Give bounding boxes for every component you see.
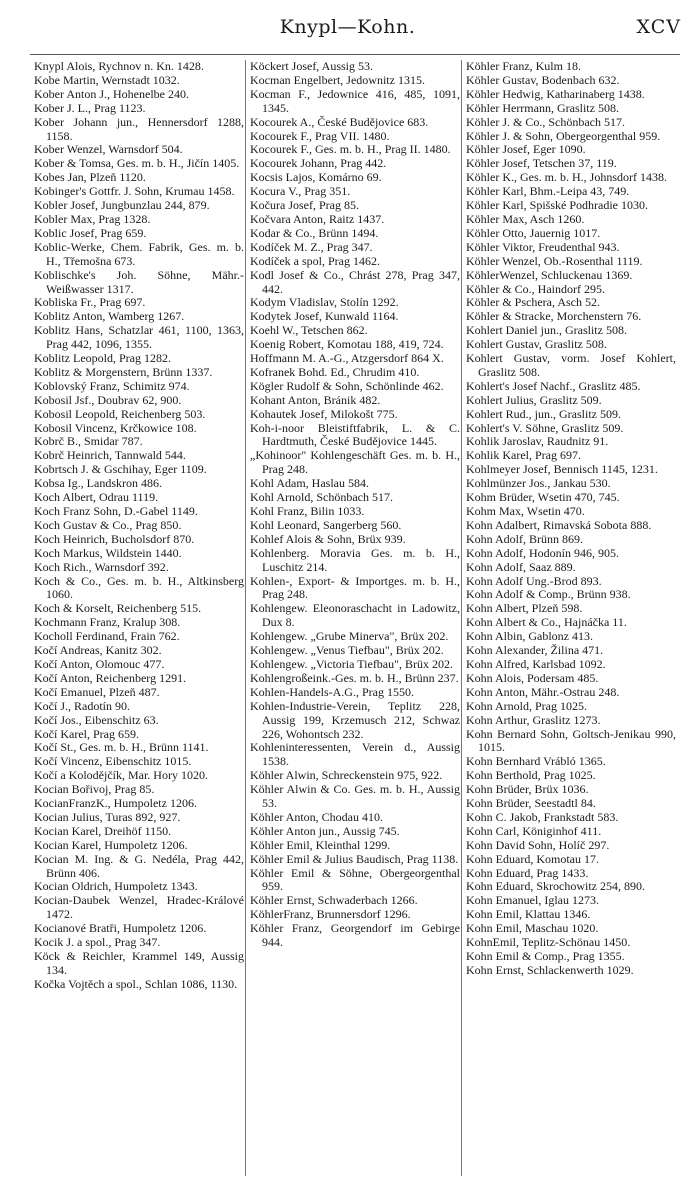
directory-entry: Kobosil Vincenz, Krčkowice 108.	[34, 420, 197, 435]
directory-entry: Kočí Vincenz, Eibenschitz 1015.	[34, 754, 192, 769]
directory-entry: Köhler Alwin, Schreckenstein 975, 922.	[250, 768, 443, 783]
directory-entry: Knypl Alois, Rychnov n. Kn. 1428.	[34, 60, 204, 73]
directory-entry: Kobler Max, Prag 1328.	[34, 211, 151, 226]
directory-entry: Kobosil Jsf., Doubrav 62, 900.	[34, 392, 182, 407]
directory-entry: Koh-i-noor Bleistiftfabrik, L. & C. Hardtmuth, České Budějovice 1445.	[250, 420, 460, 449]
directory-entry: Kobliska Fr., Prag 697.	[34, 295, 146, 310]
directory-entry: Kocik J. a spol., Prag 347.	[34, 935, 161, 950]
directory-entry: Kohn Arthur, Graslitz 1273.	[466, 712, 601, 727]
directory-entry: Köhler J. & Sohn, Obergeorgenthal 959.	[466, 128, 661, 143]
directory-entry: Koblitz & Morgenstern, Brünn 1337.	[34, 364, 213, 379]
directory-entry: Koenig Robert, Komotau 188, 419, 724.	[250, 337, 444, 352]
directory-entry: Kohlen-, Export- & Importges. m. b. H., Prag 248.	[250, 573, 460, 602]
directory-entry: Köhler Wenzel, Ob.-Rosenthal 1119.	[466, 253, 643, 268]
directory-entry: Koblitz Leopold, Prag 1282.	[34, 351, 171, 366]
directory-entry: Köhler K., Ges. m. b. H., Johnsdorf 1438.	[466, 170, 667, 185]
directory-entry: Kohn Adalbert, Rimavská Sobota 888.	[466, 517, 652, 532]
directory-entry: Kohlengew. „Grube Minerva", Brüx 202.	[250, 629, 449, 644]
directory-entry: Köhler & Stracke, Morchenstern 76.	[466, 309, 642, 324]
directory-entry: KöhlerWenzel, Schluckenau 1369.	[466, 267, 633, 282]
directory-entry: KohnEmil, Teplitz-Schönau 1450.	[466, 935, 631, 950]
directory-entry: Kohn Eduard, Komotau 17.	[466, 851, 599, 866]
directory-entry: Koch Gustav & Co., Prag 850.	[34, 517, 182, 532]
header-rule	[30, 54, 680, 55]
directory-entry: Köhler Franz, Georgendorf im Gebirge 944.	[250, 921, 460, 950]
directory-entry: Köhler Emil, Kleinthal 1299.	[250, 837, 391, 852]
directory-columns	[34, 60, 682, 1184]
directory-entry: Köhler Anton, Chodau 410.	[250, 809, 383, 824]
directory-entry: Kohn Ernst, Schlackenwerth 1029.	[466, 962, 634, 977]
directory-entry: Kocura V., Prag 351.	[250, 184, 351, 199]
directory-entry: Köhler Ernst, Schwaderbach 1266.	[250, 893, 418, 908]
directory-entry: Köhler Emil & Söhne, Obergeorgenthal 959.	[250, 865, 460, 894]
directory-entry: Kočvara Anton, Raitz 1437.	[250, 211, 385, 226]
directory-entry: Koch Rich., Warnsdorf 392.	[34, 559, 169, 574]
directory-entry: Kober J. L., Prag 1123.	[34, 100, 146, 115]
directory-entry: Kohn Adolf, Hodonín 946, 905.	[466, 545, 619, 560]
directory-entry: Kohn Alfred, Karlsbad 1092.	[466, 656, 606, 671]
directory-entry: Kohlert Gustav, vorm. Josef Kohlert, Graslitz 508.	[466, 351, 676, 379]
directory-entry: Kohn Adolf, Brünn 869.	[466, 531, 583, 546]
directory-entry: Köhler Emil & Julius Baudisch, Prag 1138.	[250, 851, 459, 866]
directory-entry: Kocsis Lajos, Komárno 69.	[250, 170, 382, 185]
directory-entry: Kohlik Karel, Prag 697.	[466, 448, 581, 463]
directory-entry: Kohn Eduard, Prag 1433.	[466, 865, 589, 880]
directory-entry: Kohlert Rud., jun., Graslitz 509.	[466, 406, 621, 421]
directory-entry: Kočí Anton, Olomouc 477.	[34, 656, 165, 671]
directory-entry: Kobrč B., Smidar 787.	[34, 434, 143, 449]
directory-entry: Kočí a Kolodějčík, Mar. Hory 1020.	[34, 768, 208, 783]
directory-entry: Kohl Leonard, Sangerberg 560.	[250, 517, 402, 532]
directory-entry: Kocian Karel, Humpoletz 1206.	[34, 837, 188, 852]
directory-entry: Kočura Josef, Prag 85.	[250, 198, 359, 213]
directory-entry: Kohn Emil, Maschau 1020.	[466, 921, 599, 936]
directory-entry: Köhler Alwin & Co. Ges. m. b. H., Aussig 53.	[250, 782, 460, 811]
directory-entry: Kočka Vojtěch a spol., Schlan 1086, 1130.	[34, 976, 238, 991]
directory-entry: Kohn Arnold, Prag 1025.	[466, 698, 587, 713]
directory-entry: Kocourek A., České Budějovice 683.	[250, 114, 429, 129]
directory-entry: Kohlengew. „Venus Tiefbau", Brüx 202.	[250, 643, 444, 658]
directory-entry: Kocman F., Jedownice 416, 485, 1091, 1345.	[250, 86, 460, 115]
directory-entry: Kohlengew. „Victoria Tiefbau", Brüx 202.	[250, 656, 454, 671]
directory-entry: Koch Markus, Wildstein 1440.	[34, 545, 182, 560]
page-number: XCV	[636, 16, 681, 38]
directory-entry: Kocian Oldrich, Humpoletz 1343.	[34, 879, 198, 894]
directory-entry: Kocian Karel, Dreihöf 1150.	[34, 823, 172, 838]
directory-entry: Kohn Emil & Comp., Prag 1355.	[466, 949, 625, 963]
directory-entry: Kohn C. Jakob, Frankstadt 583.	[466, 809, 619, 824]
directory-entry: Köhler & Co., Haindorf 295.	[466, 281, 605, 296]
directory-entry: Kohn Bernhard Vrábló 1365.	[466, 754, 606, 769]
directory-entry: Köhler Anton jun., Aussig 745.	[250, 823, 400, 838]
directory-entry: Kohlen-Handels-A.G., Prag 1550.	[250, 684, 414, 699]
directory-entry: Kohn Anton, Mähr.-Ostrau 248.	[466, 684, 620, 699]
directory-entry: Kočí St., Ges. m. b. H., Brünn 1141.	[34, 740, 209, 755]
directory-entry: Kohlengew. Eleonoraschacht in Ladowitz, Dux 8.	[250, 601, 460, 630]
directory-entry: Kobosil Leopold, Reichenberg 503.	[34, 406, 206, 421]
directory-entry: Kocian Julius, Turas 892, 927.	[34, 809, 181, 824]
directory-entry: Kohn Albert, Plzeň 598.	[466, 601, 583, 616]
directory-entry: Kohlert's Josef Nachf., Graslitz 485.	[466, 378, 641, 393]
directory-entry: Kohautek Josef, Milokošt 775.	[250, 406, 398, 421]
directory-entry: Kobler Josef, Jungbunzlau 244, 879.	[34, 198, 210, 213]
directory-entry: Kohlef Alois & Sohn, Brüx 939.	[250, 531, 406, 546]
directory-entry: Kohn Alexander, Žilina 471.	[466, 643, 604, 658]
directory-entry: Köhler Herrmann, Graslitz 508.	[466, 100, 619, 115]
directory-entry: Kochmann Franz, Kralup 308.	[34, 615, 181, 630]
directory-entry: Kohlert's V. Söhne, Graslitz 509.	[466, 420, 624, 435]
directory-entry: Kočí Anton, Reichenberg 1291.	[34, 670, 187, 685]
directory-entry: Koblovský Franz, Schimitz 974.	[34, 378, 190, 393]
directory-entry: KocianFranzK., Humpoletz 1206.	[34, 796, 197, 811]
directory-entry: Köhler Josef, Tetschen 37, 119.	[466, 156, 617, 171]
column-divider	[461, 60, 462, 1176]
directory-entry: Kocian Bořivoj, Prag 85.	[34, 782, 155, 797]
directory-entry: Kohleninteressenten, Verein d., Aussig 1538.	[250, 740, 460, 769]
directory-entry: Kocman Engelbert, Jedownitz 1315.	[250, 72, 425, 87]
directory-entry: Köhler Karl, Bhm.-Leipa 43, 749.	[466, 184, 630, 199]
directory-entry: Koblic Josef, Prag 659.	[34, 225, 147, 240]
column-3	[466, 60, 676, 1180]
directory-entry: Kohn Berthold, Prag 1025.	[466, 768, 596, 783]
directory-entry: Koehl W., Tetschen 862.	[250, 323, 368, 338]
directory-entry: Kohlen-Industrie-Verein, Teplitz 228, Aussig 199, Krzemusch 212, Schwaz 226, Wohontsch 232.	[250, 698, 460, 741]
directory-entry: Kocianové Bratři, Humpoletz 1206.	[34, 921, 207, 936]
column-2	[250, 60, 460, 1180]
directory-entry: Kober Anton J., Hohenelbe 240.	[34, 86, 189, 101]
directory-entry: Kohm Brüder, Wsetin 470, 745.	[466, 490, 620, 505]
directory-entry: Kohn Albert & Co., Hajnáčka 11.	[466, 615, 627, 630]
column-divider	[245, 60, 246, 1176]
directory-entry: Kohant Anton, Bránik 482.	[250, 392, 381, 407]
directory-entry: Kohl Adam, Haslau 584.	[250, 476, 369, 491]
directory-entry: Kobsa Ig., Landskron 486.	[34, 476, 162, 491]
directory-entry: Kohn Emil, Klattau 1346.	[466, 907, 591, 922]
directory-entry: Köckert Josef, Aussig 53.	[250, 60, 373, 73]
directory-entry: Köhler Viktor, Freudenthal 943.	[466, 239, 620, 254]
directory-entry: Kohn Adolf, Saaz 889.	[466, 559, 576, 574]
directory-entry: Kohlert Julius, Graslitz 509.	[466, 392, 602, 407]
directory-entry: Kočí Jos., Eibenschitz 63.	[34, 712, 159, 727]
directory-entry: Kohn Bernard Sohn, Goltsch-Jenikau 990, 1015.	[466, 726, 676, 755]
directory-entry: Kobes Jan, Plzeň 1120.	[34, 170, 146, 185]
directory-entry: Kočí Emanuel, Plzeň 487.	[34, 684, 160, 699]
directory-entry: Kohlenberg. Moravia Ges. m. b. H., Luschitz 214.	[250, 545, 460, 574]
directory-entry: Kohn Brüder, Brüx 1036.	[466, 782, 589, 797]
directory-entry: Koblitz Hans, Schatzlar 461, 1100, 1363, Prag 442, 1096, 1355.	[34, 323, 244, 352]
directory-entry: Kohn Emanuel, Iglau 1273.	[466, 893, 599, 908]
directory-entry: Kohn Brüder, Seestadtl 84.	[466, 796, 596, 811]
directory-entry: Kocourek Johann, Prag 442.	[250, 156, 387, 171]
directory-entry: Kobe Martin, Wernstadt 1032.	[34, 72, 180, 87]
directory-entry: Kober Johann jun., Hennersdorf 1288, 1158.	[34, 114, 244, 143]
directory-entry: Kohlmünzer Jos., Jankau 530.	[466, 476, 611, 491]
directory-entry: Kočí Karel, Prag 659.	[34, 726, 139, 741]
directory-entry: Koch Franz Sohn, D.-Gabel 1149.	[34, 504, 198, 518]
directory-entry: Kodar & Co., Brünn 1494.	[250, 225, 379, 240]
directory-entry: Kočí J., Radotín 90.	[34, 698, 130, 713]
directory-entry: Kohn Adolf & Comp., Brünn 938.	[466, 587, 631, 602]
directory-entry: Köck & Reichler, Krammel 149, Aussig 134.	[34, 949, 244, 977]
directory-entry: Koch Albert, Odrau 1119.	[34, 490, 159, 505]
directory-entry: Kocourek F., Ges. m. b. H., Prag II. 1480.	[250, 142, 451, 157]
page-header	[0, 8, 695, 44]
directory-entry: Köhler Franz, Kulm 18.	[466, 60, 581, 73]
directory-entry: Kocourek F., Prag VII. 1480.	[250, 128, 390, 143]
directory-entry: Kohn Alois, Podersam 485.	[466, 670, 599, 685]
column-1	[34, 60, 244, 1180]
directory-entry: Kohn Eduard, Skrochowitz 254, 890.	[466, 879, 645, 894]
directory-entry: Kohn Carl, Königinhof 411.	[466, 823, 602, 838]
directory-entry: Kofranek Bohd. Ed., Chrudim 410.	[250, 364, 420, 379]
directory-entry: Köhler & Pschera, Asch 52.	[466, 295, 600, 310]
directory-entry: Kohlik Jaroslav, Raudnitz 91.	[466, 434, 609, 449]
directory-entry: Kohn Albin, Gablonz 413.	[466, 629, 593, 644]
directory-entry: Kober Wenzel, Warnsdorf 504.	[34, 142, 183, 157]
directory-entry: Kodíček a spol, Prag 1462.	[250, 253, 380, 268]
directory-entry: Kocholl Ferdinand, Frain 762.	[34, 629, 180, 644]
directory-entry: Kobrtsch J. & Gschihay, Eger 1109.	[34, 462, 207, 477]
directory-entry: Köhler J. & Co., Schönbach 517.	[466, 114, 625, 129]
page-title: Knypl—Kohn.	[279, 16, 416, 38]
directory-entry: Kohlmeyer Josef, Bennisch 1145, 1231.	[466, 462, 658, 477]
directory-entry: Köhler Josef, Eger 1090.	[466, 142, 586, 157]
directory-entry: Koblitz Anton, Wamberg 1267.	[34, 309, 185, 324]
directory-entry: Kodytek Josef, Kunwald 1164.	[250, 309, 399, 324]
directory-entry: „Kohinoor" Kohlengeschäft Ges. m. b. H., Prag 248.	[250, 448, 460, 477]
directory-entry: Köhler Karl, Spišské Podhradie 1030.	[466, 198, 648, 213]
directory-entry: Kohn Adolf Ung.-Brod 893.	[466, 573, 602, 588]
directory-entry: Kögler Rudolf & Sohn, Schönlinde 462.	[250, 378, 444, 393]
directory-entry: Kocian-Daubek Wenzel, Hradec-Králové 1472.	[34, 893, 244, 922]
directory-entry: Kodym Vladislav, Stolín 1292.	[250, 295, 399, 310]
directory-entry: Kodíček M. Z., Prag 347.	[250, 239, 373, 254]
directory-entry: Koch & Korselt, Reichenberg 515.	[34, 601, 202, 616]
directory-entry: Koch Heinrich, Bucholsdorf 870.	[34, 531, 195, 546]
directory-entry: Koch & Co., Ges. m. b. H., Altkinsberg 1060.	[34, 573, 244, 602]
directory-entry: Koblic-Werke, Chem. Fabrik, Ges. m. b. H., Třemošna 673.	[34, 239, 244, 268]
directory-entry: Kohm Max, Wsetin 470.	[466, 504, 585, 518]
directory-entry: Kocian M. Ing. & G. Nedéla, Prag 442, Brünn 406.	[34, 851, 244, 880]
directory-entry: Kočí Andreas, Kanitz 302.	[34, 643, 162, 658]
directory-entry: Köhler Hedwig, Katharinaberg 1438.	[466, 86, 645, 101]
directory-entry: Kohn David Sohn, Holíč 297.	[466, 837, 610, 852]
directory-entry: Kobinger's Gottfr. J. Sohn, Krumau 1458.	[34, 184, 235, 199]
directory-entry: Kohlert Daniel jun., Graslitz 508.	[466, 323, 627, 338]
directory-entry: Koblischke's Joh. Söhne, Mähr.-Weißwasser 1317.	[34, 267, 244, 296]
directory-entry: Kodl Josef & Co., Chrást 278, Prag 347, 442.	[250, 267, 460, 296]
directory-entry: Kohlert Gustav, Graslitz 508.	[466, 337, 607, 352]
directory-entry: KöhlerFranz, Brunnersdorf 1296.	[250, 907, 411, 922]
directory-entry: Kohl Arnold, Schönbach 517.	[250, 490, 393, 505]
directory-entry: Kohlengroßeink.-Ges. m. b. H., Brünn 237.	[250, 670, 459, 685]
directory-entry: Kobrč Heinrich, Tannwald 544.	[34, 448, 186, 463]
directory-entry: Köhler Otto, Jauernig 1017.	[466, 225, 601, 240]
directory-entry: Köhler Max, Asch 1260.	[466, 211, 585, 226]
directory-entry: Hoffmann M. A.-G., Atzgersdorf 864 X.	[250, 351, 444, 366]
directory-entry: Kober & Tomsa, Ges. m. b. H., Jičín 1405.	[34, 156, 240, 171]
directory-entry: Köhler Gustav, Bodenbach 632.	[466, 72, 620, 87]
directory-entry: Kohl Franz, Bilin 1033.	[250, 504, 365, 518]
